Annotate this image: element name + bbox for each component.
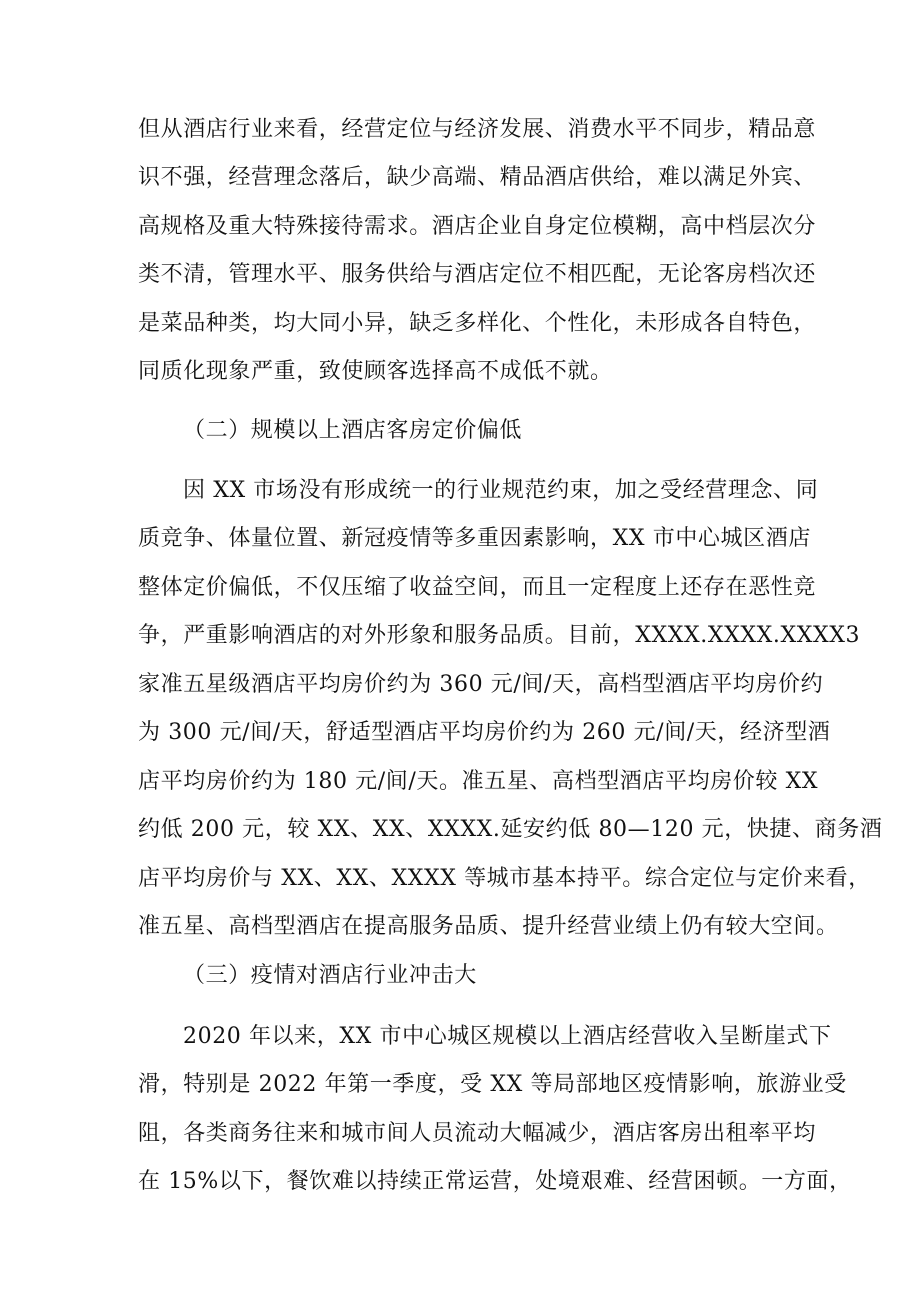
paragraph-line: 识不强，经营理念落后，缺少高端、精品酒店供给，难以满足外宾、 — [138, 165, 817, 190]
paragraph-line: 2020 年以来，XX 市中心城区规模以上酒店经营收入呈断崖式下 — [183, 1024, 832, 1049]
paragraph-line: 滑，特别是 2022 年第一季度，受 XX 等局部地区疫情影响，旅游业受 — [138, 1072, 847, 1097]
paragraph-line: 但从酒店行业来看，经营定位与经济发展、消费水平不同步，精品意 — [138, 117, 817, 142]
paragraph-line: 质竞争、体量位置、新冠疫情等多重因素影响，XX 市中心城区酒店 — [138, 526, 811, 551]
paragraph-line: 同质化现象严重，致使顾客选择高不成低不就。 — [138, 359, 613, 384]
section-heading: （二）规模以上酒店客房定价偏低 — [183, 418, 523, 443]
paragraph-line: 店平均房价约为 180 元/间/天。准五星、高档型酒店平均房价较 XX — [138, 769, 819, 794]
paragraph-line: 类不清，管理水平、服务供给与酒店定位不相匹配，无论客房档次还 — [138, 262, 817, 287]
paragraph-line: 是菜品种类，均大同小异，缺乏多样化、个性化，未形成各自特色， — [138, 311, 817, 336]
paragraph-line: 高规格及重大特殊接待需求。酒店企业自身定位模糊，高中档层次分 — [138, 214, 817, 239]
paragraph-line: 因 XX 市场没有形成统一的行业规范约束，加之受经营理念、同 — [183, 478, 819, 503]
section-heading: （三）疫情对酒店行业冲击大 — [183, 963, 477, 988]
paragraph-line: 争，严重影响酒店的对外形象和服务品质。目前，XXXX.XXXX.XXXX3 — [138, 623, 861, 648]
paragraph-line: 约低 200 元，较 XX、XX、XXXX.延安约低 80—120 元，快捷、商务酒 — [138, 817, 883, 842]
paragraph-line: 整体定价偏低，不仅压缩了收益空间，而且一定程度上还存在恶性竞 — [138, 575, 817, 600]
paragraph-line: 准五星、高档型酒店在提高服务品质、提升经营业绩上仍有较大空间。 — [138, 914, 839, 939]
paragraph-line: 为 300 元/间/天，舒适型酒店平均房价约为 260 元/间/天，经济型酒 — [138, 720, 831, 745]
paragraph-line: 阻，各类商务往来和城市间人员流动大幅减少，酒店客房出租率平均 — [138, 1121, 817, 1146]
paragraph-line: 家准五星级酒店平均房价约为 360 元/间/天，高档型酒店平均房价约 — [138, 672, 824, 697]
paragraph-line: 店平均房价与 XX、XX、XXXX 等城市基本持平。综合定位与定价来看， — [138, 866, 871, 891]
paragraph-line: 在 15%以下，餐饮难以持续正常运营，处境艰难、经营困顿。一方面， — [138, 1169, 852, 1194]
